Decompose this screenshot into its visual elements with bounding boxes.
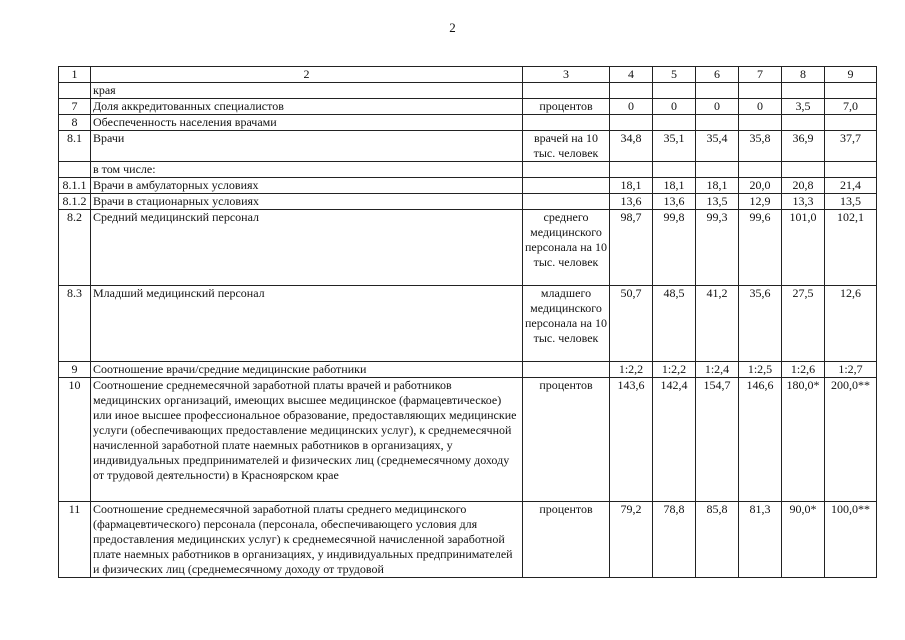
value-cell xyxy=(696,115,739,131)
row-number-cell: 10 xyxy=(59,378,91,502)
value-cell: 13,3 xyxy=(782,194,825,210)
header-cell: 4 xyxy=(610,67,653,83)
value-cell xyxy=(610,162,653,178)
row-number-cell: 7 xyxy=(59,99,91,115)
unit-cell: младшего медицинского персонала на 10 тыс. человек xyxy=(523,286,610,362)
value-cell: 35,1 xyxy=(653,131,696,162)
table-row xyxy=(59,502,877,578)
table-row xyxy=(59,378,877,502)
value-cell: 0 xyxy=(739,99,782,115)
table-row xyxy=(59,162,877,178)
indicator-name-cell: Обеспеченность населения врачами xyxy=(91,115,523,131)
value-cell: 0 xyxy=(696,99,739,115)
row-number-cell xyxy=(59,83,91,99)
value-cell: 79,2 xyxy=(610,502,653,578)
value-cell xyxy=(739,83,782,99)
value-cell: 0 xyxy=(610,99,653,115)
header-cell: 9 xyxy=(825,67,877,83)
value-cell: 180,0* xyxy=(782,378,825,502)
value-cell: 1:2,4 xyxy=(696,362,739,378)
unit-cell: процентов xyxy=(523,502,610,578)
indicators-table xyxy=(58,66,877,578)
indicator-name-cell: Врачи xyxy=(91,131,523,162)
value-cell: 85,8 xyxy=(696,502,739,578)
value-cell xyxy=(739,115,782,131)
value-cell xyxy=(825,162,877,178)
table-row xyxy=(59,99,877,115)
value-cell xyxy=(739,162,782,178)
indicator-name-cell: Соотношение среднемесячной заработной платы среднего медицинского (фармацевтического) персонала (персонала, обеспечивающего условия для предоставления медицинских услуг) к среднемесячной начисленной заработной плате наемных работников в организациях, у индивидуальных предпринимателей и физических лиц (среднемесячному доходу от трудовой xyxy=(91,502,523,578)
value-cell: 34,8 xyxy=(610,131,653,162)
indicator-name-cell: Соотношение среднемесячной заработной платы врачей и работников медицинских организаций, имеющих высшее медицинское (фармацевтическое) или иное высшее профессиональное образование, предоставляющих медицинские услуги (обеспечивающих предоставление медицинских услуг), к среднемесячной начисленной заработной плате наемных работников в организациях, у индивидуальных предпринимателей и физических лиц (среднемесячному доходу от трудовой деятельности) в Красноярском крае xyxy=(91,378,523,502)
unit-cell xyxy=(523,83,610,99)
header-cell: 6 xyxy=(696,67,739,83)
table-body xyxy=(59,83,877,578)
value-cell: 13,5 xyxy=(696,194,739,210)
unit-cell xyxy=(523,115,610,131)
value-cell: 99,8 xyxy=(653,210,696,286)
value-cell: 18,1 xyxy=(653,178,696,194)
row-number-cell xyxy=(59,162,91,178)
value-cell: 37,7 xyxy=(825,131,877,162)
row-number-cell: 8.1 xyxy=(59,131,91,162)
value-cell: 3,5 xyxy=(782,99,825,115)
indicator-name-cell: Средний медицинский персонал xyxy=(91,210,523,286)
value-cell: 1:2,2 xyxy=(610,362,653,378)
unit-cell xyxy=(523,162,610,178)
value-cell: 13,5 xyxy=(825,194,877,210)
value-cell: 102,1 xyxy=(825,210,877,286)
value-cell: 101,0 xyxy=(782,210,825,286)
table-row xyxy=(59,178,877,194)
table-row xyxy=(59,194,877,210)
value-cell: 0 xyxy=(653,99,696,115)
row-number-cell: 8.1.1 xyxy=(59,178,91,194)
value-cell xyxy=(825,115,877,131)
value-cell: 1:2,7 xyxy=(825,362,877,378)
row-number-cell: 8.3 xyxy=(59,286,91,362)
value-cell: 98,7 xyxy=(610,210,653,286)
value-cell: 1:2,2 xyxy=(653,362,696,378)
unit-cell xyxy=(523,194,610,210)
indicator-name-cell: в том числе: xyxy=(91,162,523,178)
value-cell: 99,6 xyxy=(739,210,782,286)
value-cell: 90,0* xyxy=(782,502,825,578)
indicator-name-cell: Младший медицинский персонал xyxy=(91,286,523,362)
table-row xyxy=(59,83,877,99)
unit-cell: процентов xyxy=(523,99,610,115)
value-cell: 81,3 xyxy=(739,502,782,578)
value-cell: 35,6 xyxy=(739,286,782,362)
table-row xyxy=(59,286,877,362)
value-cell: 18,1 xyxy=(610,178,653,194)
value-cell: 142,4 xyxy=(653,378,696,502)
value-cell: 50,7 xyxy=(610,286,653,362)
indicator-name-cell: Врачи в амбулаторных условиях xyxy=(91,178,523,194)
unit-cell: процентов xyxy=(523,378,610,502)
value-cell: 78,8 xyxy=(653,502,696,578)
unit-cell: врачей на 10 тыс. человек xyxy=(523,131,610,162)
value-cell: 20,8 xyxy=(782,178,825,194)
value-cell xyxy=(782,115,825,131)
value-cell: 21,4 xyxy=(825,178,877,194)
value-cell: 48,5 xyxy=(653,286,696,362)
indicator-name-cell: Врачи в стационарных условиях xyxy=(91,194,523,210)
table-row xyxy=(59,362,877,378)
value-cell: 143,6 xyxy=(610,378,653,502)
indicator-name-cell: Соотношение врачи/средние медицинские работники xyxy=(91,362,523,378)
value-cell xyxy=(696,83,739,99)
unit-cell xyxy=(523,178,610,194)
value-cell xyxy=(653,83,696,99)
value-cell: 1:2,6 xyxy=(782,362,825,378)
value-cell: 99,3 xyxy=(696,210,739,286)
value-cell: 36,9 xyxy=(782,131,825,162)
page-number: 2 xyxy=(449,20,456,35)
value-cell: 41,2 xyxy=(696,286,739,362)
value-cell: 35,8 xyxy=(739,131,782,162)
header-cell: 8 xyxy=(782,67,825,83)
value-cell: 200,0** xyxy=(825,378,877,502)
value-cell: 13,6 xyxy=(610,194,653,210)
row-number-cell: 8.1.2 xyxy=(59,194,91,210)
value-cell: 35,4 xyxy=(696,131,739,162)
header-cell: 1 xyxy=(59,67,91,83)
value-cell xyxy=(610,115,653,131)
value-cell xyxy=(653,162,696,178)
unit-cell: среднего медицинского персонала на 10 тыс. человек xyxy=(523,210,610,286)
value-cell xyxy=(653,115,696,131)
value-cell: 100,0** xyxy=(825,502,877,578)
table-row xyxy=(59,131,877,162)
value-cell: 13,6 xyxy=(653,194,696,210)
unit-cell xyxy=(523,362,610,378)
row-number-cell: 9 xyxy=(59,362,91,378)
row-number-cell: 8 xyxy=(59,115,91,131)
value-cell: 146,6 xyxy=(739,378,782,502)
value-cell xyxy=(610,83,653,99)
header-cell: 7 xyxy=(739,67,782,83)
value-cell xyxy=(782,162,825,178)
indicator-name-cell: края xyxy=(91,83,523,99)
table-header-row xyxy=(59,67,877,83)
value-cell xyxy=(696,162,739,178)
header-cell: 5 xyxy=(653,67,696,83)
row-number-cell: 8.2 xyxy=(59,210,91,286)
value-cell: 1:2,5 xyxy=(739,362,782,378)
value-cell: 27,5 xyxy=(782,286,825,362)
value-cell: 18,1 xyxy=(696,178,739,194)
table-row xyxy=(59,210,877,286)
row-number-cell: 11 xyxy=(59,502,91,578)
value-cell: 12,6 xyxy=(825,286,877,362)
value-cell: 7,0 xyxy=(825,99,877,115)
value-cell xyxy=(782,83,825,99)
value-cell: 12,9 xyxy=(739,194,782,210)
header-cell: 3 xyxy=(523,67,610,83)
table-row xyxy=(59,115,877,131)
value-cell xyxy=(825,83,877,99)
value-cell: 154,7 xyxy=(696,378,739,502)
value-cell: 20,0 xyxy=(739,178,782,194)
header-cell: 2 xyxy=(91,67,523,83)
indicator-name-cell: Доля аккредитованных специалистов xyxy=(91,99,523,115)
